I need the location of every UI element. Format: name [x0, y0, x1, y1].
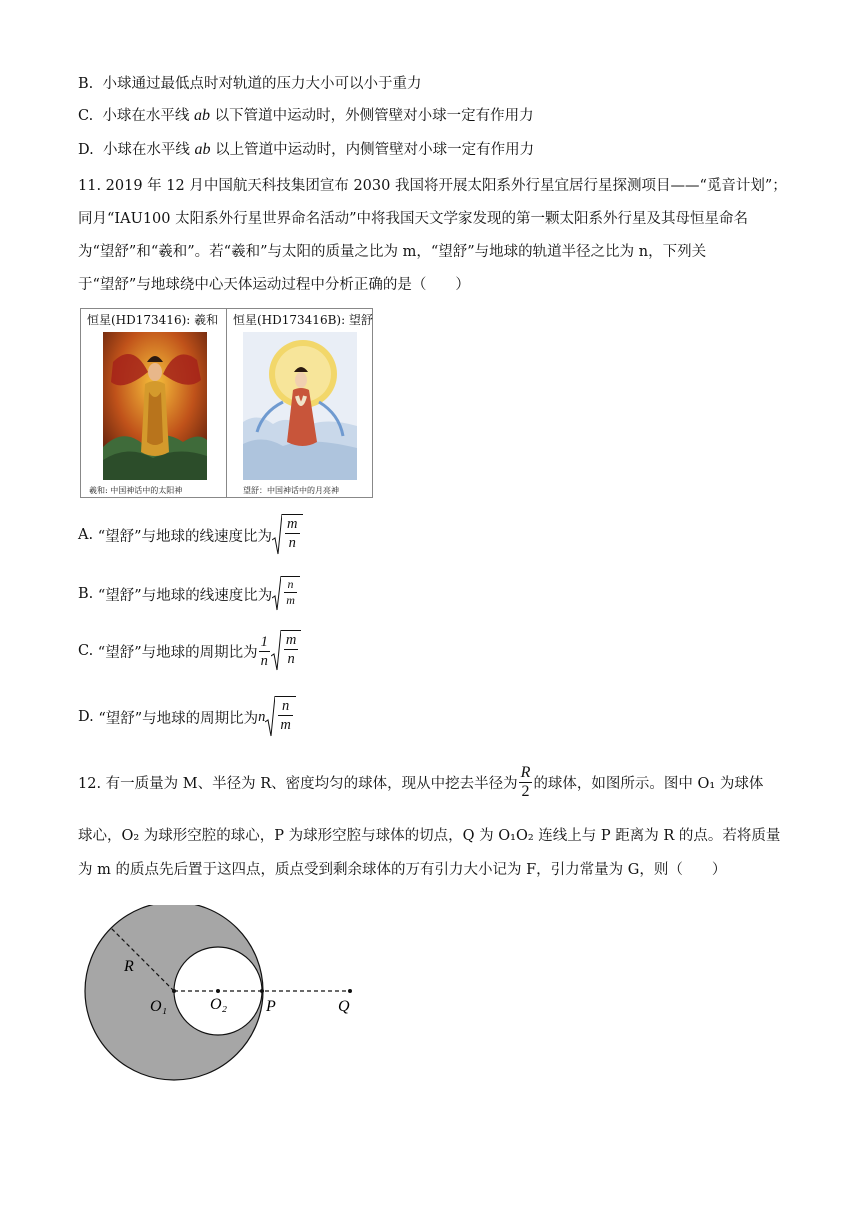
option-text: “望舒”与地球的周期比为	[97, 644, 258, 661]
q11-stem-line-4: 于“望舒”与地球绕中心天体运动过程中分析正确的是（ ）	[78, 277, 470, 293]
frac-den: m	[280, 717, 291, 733]
figure-left-caption: 羲和: 中国神话中的太阳神	[89, 486, 183, 495]
stem-text: 的球体，如图所示。图中 O₁ 为球体	[533, 776, 764, 792]
radius-frac	[519, 764, 533, 801]
sqrt-expression	[272, 514, 302, 556]
q11-option-c	[78, 630, 301, 672]
label-r: R	[124, 958, 134, 975]
option-letter: C.	[78, 643, 94, 659]
point-o2	[216, 989, 220, 993]
coefficient: n	[258, 708, 266, 725]
frac-num: n	[287, 577, 294, 591]
point-p	[260, 989, 264, 993]
figure-divider	[226, 309, 227, 497]
sqrt-expression	[271, 630, 301, 672]
wangshu-illustration	[243, 332, 357, 480]
stem-text: 12. 有一质量为 M、半径为 R、密度均匀的球体，现从中挖去半径为	[78, 776, 518, 792]
frac-num: m	[287, 516, 298, 532]
label-q: Q	[338, 998, 350, 1015]
option-text-rest: 以下管道中运动时，外侧管壁对小球一定有作用力	[214, 108, 534, 124]
q10-option-c	[78, 106, 534, 126]
option-text: “望舒”与地球的周期比为	[98, 710, 259, 727]
q10-option-b	[78, 74, 421, 94]
sqrt-expression	[265, 696, 295, 738]
frac-num: R	[520, 764, 531, 781]
q11-figure	[80, 308, 373, 498]
q10-option-d	[78, 140, 534, 160]
option-letter: B.	[78, 76, 94, 92]
sqrt-expression	[272, 576, 300, 612]
q11-option-b	[78, 576, 300, 612]
q11-stem-line-2: 同月“IAU100 太阳系外行星世界命名活动”中将我国天文学家发现的第一颗太阳系外行星及其母恒星命名	[78, 211, 749, 227]
xihe-illustration	[103, 332, 207, 480]
frac-den: n	[285, 533, 299, 552]
option-text: “望舒”与地球的线速度比为	[97, 528, 273, 545]
frac-den: m	[286, 593, 295, 607]
q12-stem-line-2: 球心，O₂ 为球形空腔的球心，P 为球形空腔与球体的切点，Q 为 O₁O₂ 连线上与 P 距离为 R 的点。若将质量	[78, 828, 781, 844]
option-letter: D.	[78, 709, 94, 725]
label-o2: O₂	[210, 996, 228, 1013]
label-p: P	[266, 998, 276, 1015]
q11-option-d	[78, 696, 296, 738]
option-letter: D.	[78, 142, 94, 158]
q11-stem-line-3: 为“望舒”和“羲和”。若“羲和”与太阳的质量之比为 m，“望舒”与地球的轨道半径之比为 n，下列关	[78, 244, 707, 260]
frac-num: n	[282, 698, 290, 714]
option-letter: B.	[78, 586, 94, 602]
option-text: 小球通过最低点时对轨道的压力大小可以小于重力	[102, 76, 422, 92]
frac-den: 2	[519, 782, 533, 801]
coefficient-frac: $\frac{1}{n}$	[260, 633, 268, 669]
figure-right-caption: 望舒：中国神话中的月亮神	[243, 486, 339, 495]
point-o1	[172, 989, 176, 993]
frac-den: n	[284, 649, 298, 668]
figure-left-header: 恒星(HD173416): 羲和	[87, 313, 219, 327]
option-text: 小球在水平线	[102, 142, 190, 158]
figure-right-header: 恒星(HD173416B): 望舒	[233, 313, 373, 327]
sphere-cavity-diagram	[70, 905, 370, 1085]
option-text-rest: 以上管道中运动时，内侧管壁对小球一定有作用力	[215, 142, 535, 158]
q11-stem-line-1: 11. 2019 年 12 月中国航天科技集团宣布 2030 我国将开展太阳系外行星宜居行星探测项目——“觅音计划”；	[78, 178, 787, 194]
q11-option-a	[78, 514, 303, 556]
option-letter: A.	[78, 527, 94, 543]
label-o1: O₁	[150, 998, 168, 1015]
option-letter: C.	[78, 108, 94, 124]
option-text: “望舒”与地球的线速度比为	[97, 587, 273, 604]
point-q	[348, 989, 352, 993]
option-italic-term: ab	[194, 141, 211, 158]
q12-stem-line-3: 为 m 的质点先后置于这四点，质点受到剩余球体的万有引力大小记为 F，引力常量为 G，则（ ）	[78, 862, 727, 878]
frac-num: m	[285, 632, 297, 648]
q12-stem-line-1	[78, 764, 763, 801]
option-italic-term: ab	[194, 107, 211, 124]
option-text: 小球在水平线	[102, 108, 190, 124]
